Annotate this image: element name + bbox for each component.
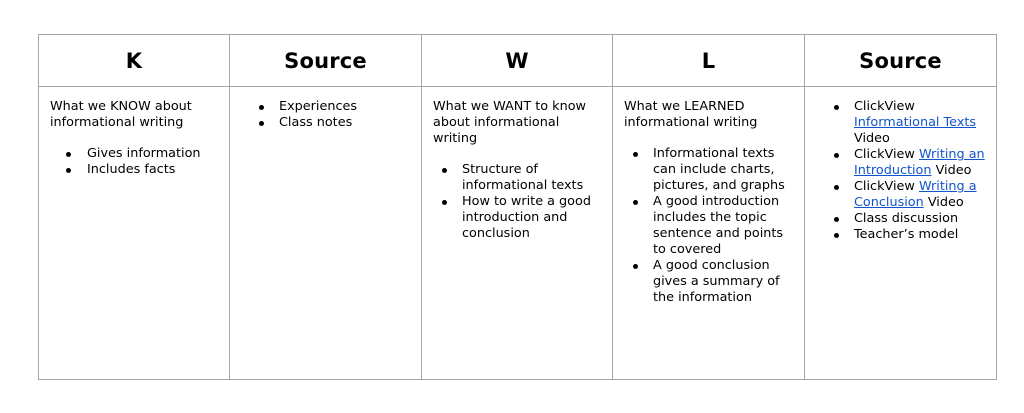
- source-1-cell: [230, 87, 422, 380]
- list-item: [854, 147, 986, 179]
- l-list: [624, 146, 794, 306]
- list-item: Informational texts can include charts, pictures, and graphs: [653, 146, 794, 194]
- list-item: [854, 179, 986, 211]
- k-intro: What we KNOW about informational writing: [50, 99, 192, 130]
- source-2-list: [840, 99, 986, 243]
- w-cell: [422, 87, 613, 380]
- l-cell: [613, 87, 805, 380]
- writing-a-conclusion-link[interactable]: Writing a Conclusion: [854, 179, 977, 210]
- content-row: [39, 87, 997, 380]
- list-item: [854, 211, 986, 227]
- source-1-list: [265, 99, 411, 131]
- header-source-2: Source: [805, 35, 997, 87]
- item-prefix: ClickView: [854, 147, 919, 162]
- writing-an-introduction-link[interactable]: Writing an Introduction: [854, 147, 985, 178]
- item-prefix: ClickView: [854, 179, 919, 194]
- list-item: A good introduction includes the topic sentence and points to covered: [653, 194, 794, 258]
- item-suffix: Video: [931, 163, 972, 178]
- header-w: W: [422, 35, 613, 87]
- source-2-cell: [805, 87, 997, 380]
- list-item: Structure of informational texts: [462, 162, 602, 194]
- k-cell: [39, 87, 230, 380]
- w-intro: What we WANT to know about informational writing: [433, 99, 586, 146]
- header-l: L: [613, 35, 805, 87]
- w-list: [433, 162, 602, 242]
- list-item: Experiences: [279, 99, 411, 115]
- informational-texts-link[interactable]: Informational Texts: [854, 115, 977, 130]
- list-item: [854, 99, 986, 147]
- k-list: [50, 146, 219, 178]
- item-text: Class discussion: [854, 211, 959, 226]
- item-prefix: ClickView: [854, 99, 915, 114]
- header-source-1: Source: [230, 35, 422, 87]
- header-k: K: [39, 35, 230, 87]
- item-suffix: Video: [923, 195, 964, 210]
- list-item: How to write a good introduction and conclusion: [462, 194, 602, 242]
- l-intro: What we LEARNED informational writing: [624, 99, 758, 130]
- list-item: A good conclusion gives a summary of the information: [653, 258, 794, 306]
- list-item: Class notes: [279, 115, 411, 131]
- kwl-table: [38, 34, 997, 380]
- list-item: [854, 227, 986, 243]
- list-item: Includes facts: [87, 162, 219, 178]
- header-row: [39, 35, 997, 87]
- item-text: Teacher’s model: [854, 227, 959, 242]
- item-suffix: Video: [854, 131, 890, 146]
- list-item: Gives information: [87, 146, 219, 162]
